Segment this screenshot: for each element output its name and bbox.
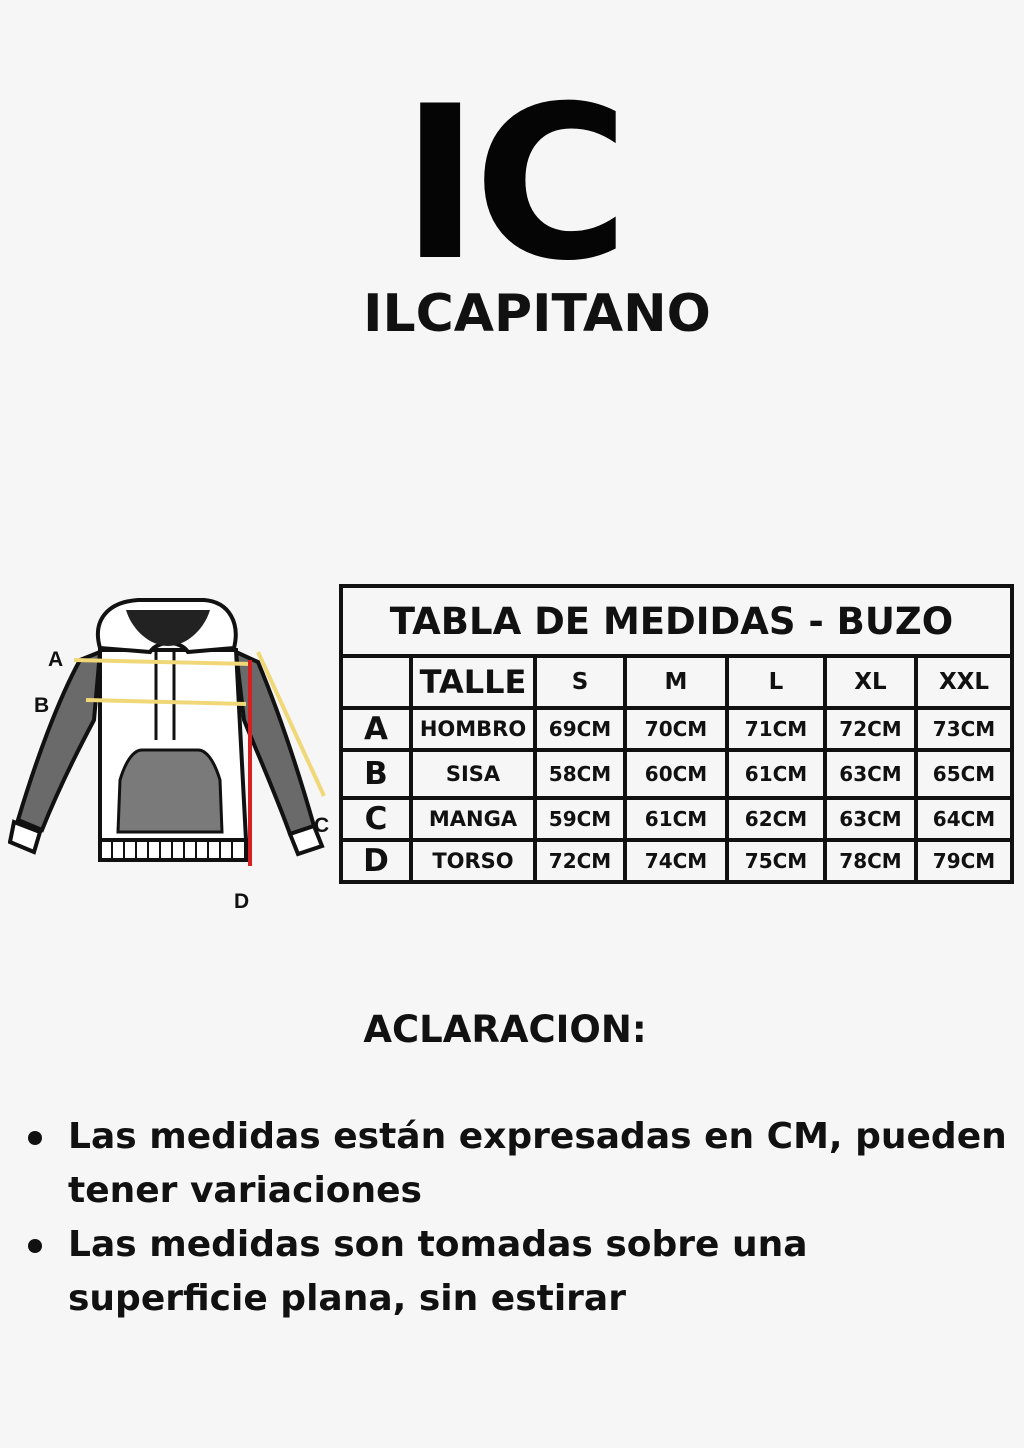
table-row <box>341 750 1012 798</box>
measurement-value: 65CM <box>916 750 1012 798</box>
measurement-value: 72CM <box>535 840 625 882</box>
size-header-l: L <box>727 656 825 708</box>
table-corner-cell <box>341 656 411 708</box>
measurement-value: 60CM <box>625 750 727 798</box>
measurement-value: 58CM <box>535 750 625 798</box>
measurement-value: 75CM <box>727 840 825 882</box>
table-header-talle: TALLE <box>411 656 535 708</box>
row-letter: C <box>341 798 411 840</box>
table-row <box>341 708 1012 750</box>
row-letter: B <box>341 750 411 798</box>
measurement-value: 73CM <box>916 708 1012 750</box>
note-text: Las medidas están expresadas en CM, pueden tener variaciones <box>68 1116 1007 1211</box>
row-letter: D <box>341 840 411 882</box>
measurement-value: 61CM <box>727 750 825 798</box>
measurement-value: 74CM <box>625 840 727 882</box>
hoodie-diagram <box>8 590 338 920</box>
measurement-value: 59CM <box>535 798 625 840</box>
measurement-name: TORSO <box>411 840 535 882</box>
diagram-label-b: B <box>34 694 50 717</box>
size-header-m: M <box>625 656 727 708</box>
note-item <box>28 1218 1008 1326</box>
measurement-value: 63CM <box>825 798 916 840</box>
row-letter: A <box>341 708 411 750</box>
size-header-s: S <box>535 656 625 708</box>
brand-name: ILCAPITANO <box>363 284 711 344</box>
bullet-icon <box>28 1239 42 1253</box>
diagram-label-a: A <box>48 648 64 671</box>
note-item <box>28 1110 1008 1218</box>
measurement-value: 79CM <box>916 840 1012 882</box>
notes-title: ACLARACION: <box>363 1008 647 1051</box>
measurement-value: 62CM <box>727 798 825 840</box>
diagram-label-d: D <box>234 890 250 913</box>
measurement-value: 70CM <box>625 708 727 750</box>
table-header-row <box>341 656 1012 708</box>
table-title: TABLA DE MEDIDAS - BUZO <box>341 586 1012 656</box>
table-row <box>341 798 1012 840</box>
measurement-value: 63CM <box>825 750 916 798</box>
bullet-icon <box>28 1131 42 1145</box>
measurement-name: MANGA <box>411 798 535 840</box>
hoodie-pocket <box>118 750 222 832</box>
table-row <box>341 840 1012 882</box>
diagram-label-c: C <box>314 814 330 837</box>
measurement-value: 78CM <box>825 840 916 882</box>
size-header-xxl: XXL <box>916 656 1012 708</box>
note-text: Las medidas son tomadas sobre una superficie plana, sin estirar <box>68 1224 808 1319</box>
measurement-name: SISA <box>411 750 535 798</box>
measurement-value: 72CM <box>825 708 916 750</box>
brand-logo-mark: IC <box>400 60 624 307</box>
measurement-value: 71CM <box>727 708 825 750</box>
measurement-value: 64CM <box>916 798 1012 840</box>
measurement-name: HOMBRO <box>411 708 535 750</box>
right-sleeve <box>236 652 314 834</box>
left-sleeve <box>18 652 100 830</box>
measurement-value: 61CM <box>625 798 727 840</box>
size-table <box>339 584 1014 884</box>
measurement-value: 69CM <box>535 708 625 750</box>
notes-list <box>28 1110 1008 1326</box>
size-header-xl: XL <box>825 656 916 708</box>
